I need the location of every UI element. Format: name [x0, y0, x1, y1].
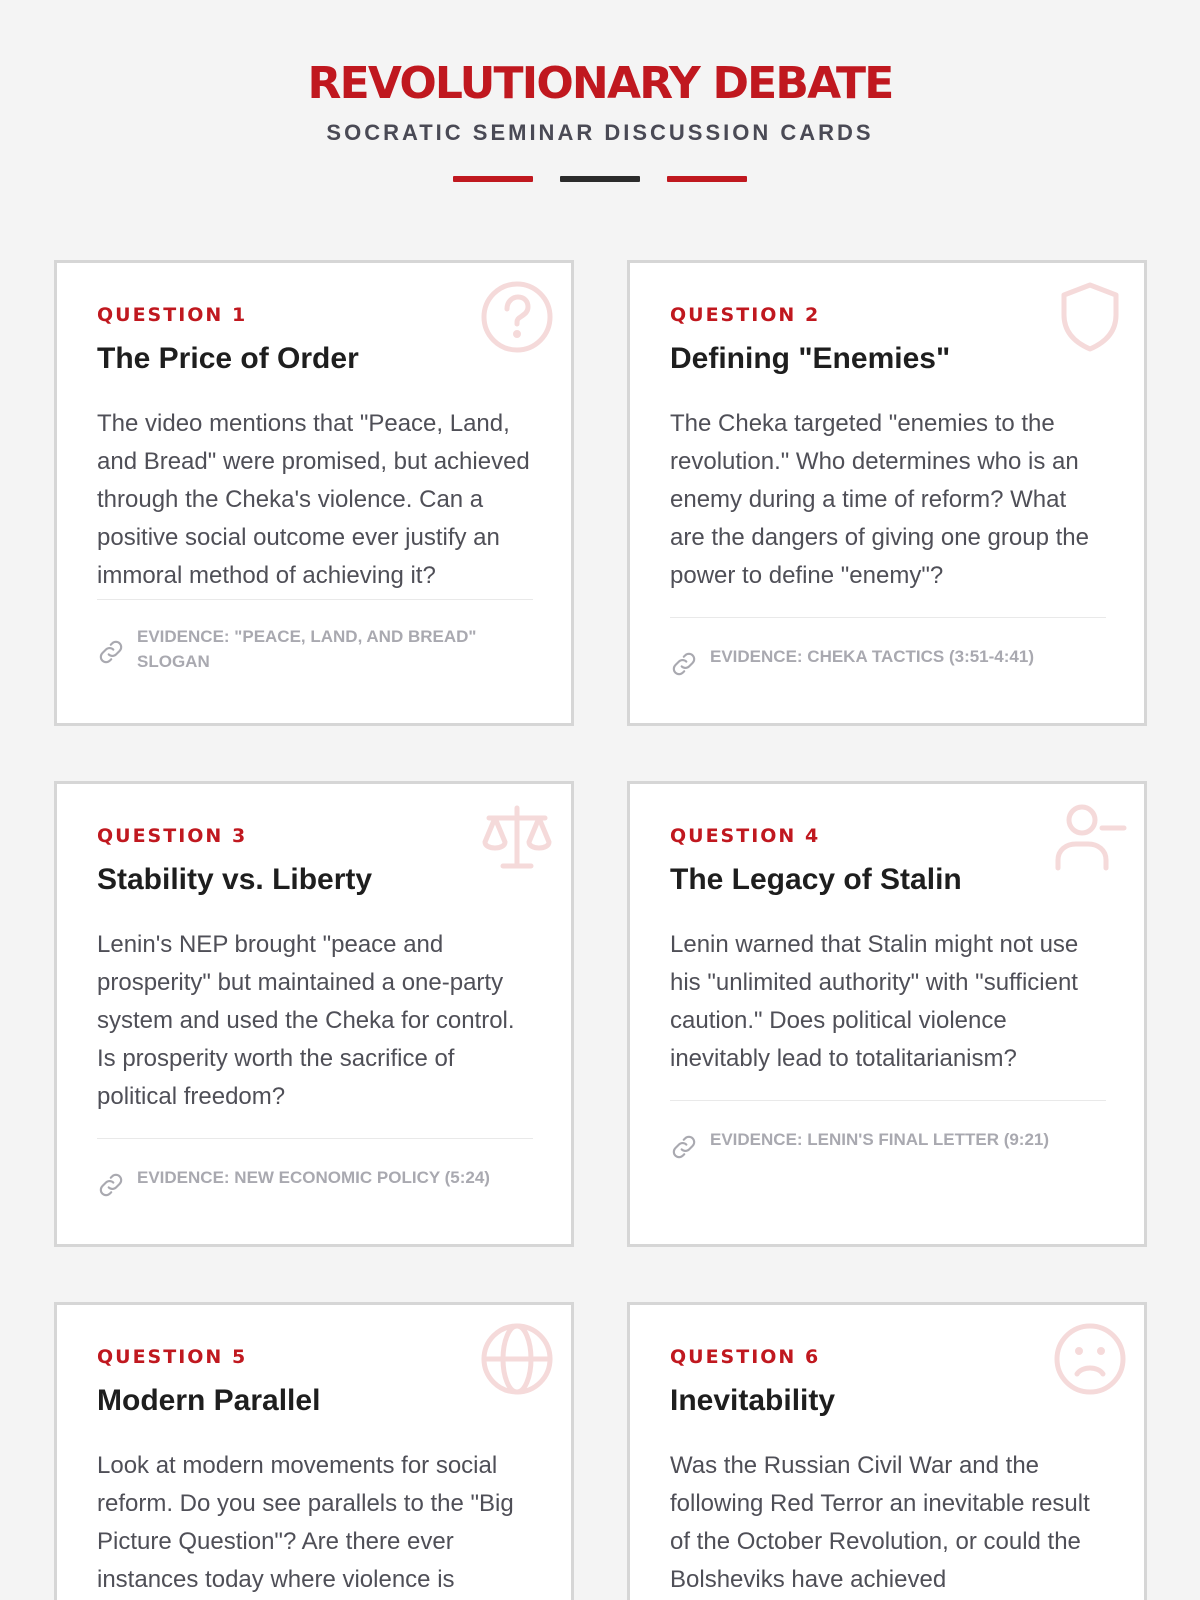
divider-bar-dark [560, 176, 640, 182]
question-label: QUESTION 2 [670, 304, 821, 326]
user-minus-icon [1052, 800, 1128, 876]
evidence-row [97, 599, 533, 674]
question-card-4[interactable] [627, 781, 1147, 1247]
page-subtitle: SOCRATIC SEMINAR DISCUSSION CARDS [326, 120, 874, 145]
frown-icon [1052, 1321, 1128, 1397]
question-body: Was the Russian Civil War and the following Red Terror an inevitable result of the October Revolution, or could the Bolsheviks have achieved [670, 1452, 1090, 1593]
question-card-5[interactable] [54, 1302, 574, 1600]
globe-icon [479, 1321, 555, 1397]
evidence-text: EVIDENCE: NEW ECONOMIC POLICY (5:24) [137, 1168, 490, 1187]
evidence-text: EVIDENCE: LENIN'S FINAL LETTER (9:21) [710, 1130, 1050, 1149]
divider-bar-red-right [667, 176, 747, 182]
question-title: Modern Parallel [97, 1384, 321, 1417]
question-title: Stability vs. Liberty [97, 863, 373, 896]
shield-icon [1052, 279, 1128, 355]
question-label: QUESTION 1 [97, 304, 248, 326]
decorative-divider [0, 176, 1200, 182]
link-icon [670, 1133, 698, 1161]
link-icon [97, 1171, 125, 1199]
question-title: The Price of Order [97, 342, 359, 375]
question-body: The video mentions that "Peace, Land, and Bread" were promised, but achieved through the Cheka's violence. Can a positive social outcome ever justify an immoral method of achieving it? [97, 410, 530, 589]
question-body: Lenin warned that Stalin might not use his "unlimited authority" with "sufficient caution." Does political violence inevitably lead to totalitarianism? [670, 931, 1079, 1072]
page-title: REVOLUTIONARY DEBATE [307, 58, 893, 109]
question-body: Lenin's NEP brought "peace and prosperity" but maintained a one-party system and used the Cheka for control. Is prosperity worth the sacrifice of political freedom? [97, 931, 515, 1110]
evidence-row [670, 1100, 1106, 1161]
question-body: The Cheka targeted "enemies to the revolution." Who determines who is an enemy during a time of reform? What are the dangers of giving one group the power to define "enemy"? [670, 410, 1089, 589]
question-circle-icon [479, 279, 555, 355]
evidence-text: EVIDENCE: "PEACE, LAND, AND BREAD" SLOGAN [137, 627, 477, 671]
question-label: QUESTION 4 [670, 825, 821, 847]
question-title: The Legacy of Stalin [670, 863, 962, 896]
question-body: Look at modern movements for social reform. Do you see parallels to the "Big Picture Question"? Are there ever instances today where violence is [97, 1452, 514, 1593]
question-card-1[interactable] [54, 260, 574, 726]
card-grid [54, 260, 1147, 1600]
question-label: QUESTION 6 [670, 1346, 821, 1368]
question-title: Inevitability [670, 1384, 836, 1417]
link-icon [670, 650, 698, 678]
divider-bar-red-left [453, 176, 533, 182]
scale-icon [479, 800, 555, 876]
link-icon [97, 638, 125, 666]
question-title: Defining "Enemies" [670, 342, 951, 375]
evidence-row [97, 1138, 533, 1199]
question-label: QUESTION 5 [97, 1346, 248, 1368]
question-label: QUESTION 3 [97, 825, 248, 847]
question-card-6[interactable] [627, 1302, 1147, 1600]
evidence-text: EVIDENCE: CHEKA TACTICS (3:51-4:41) [710, 647, 1034, 666]
evidence-row [670, 617, 1106, 678]
question-card-2[interactable] [627, 260, 1147, 726]
header [0, 0, 1200, 182]
question-card-3[interactable] [54, 781, 574, 1247]
